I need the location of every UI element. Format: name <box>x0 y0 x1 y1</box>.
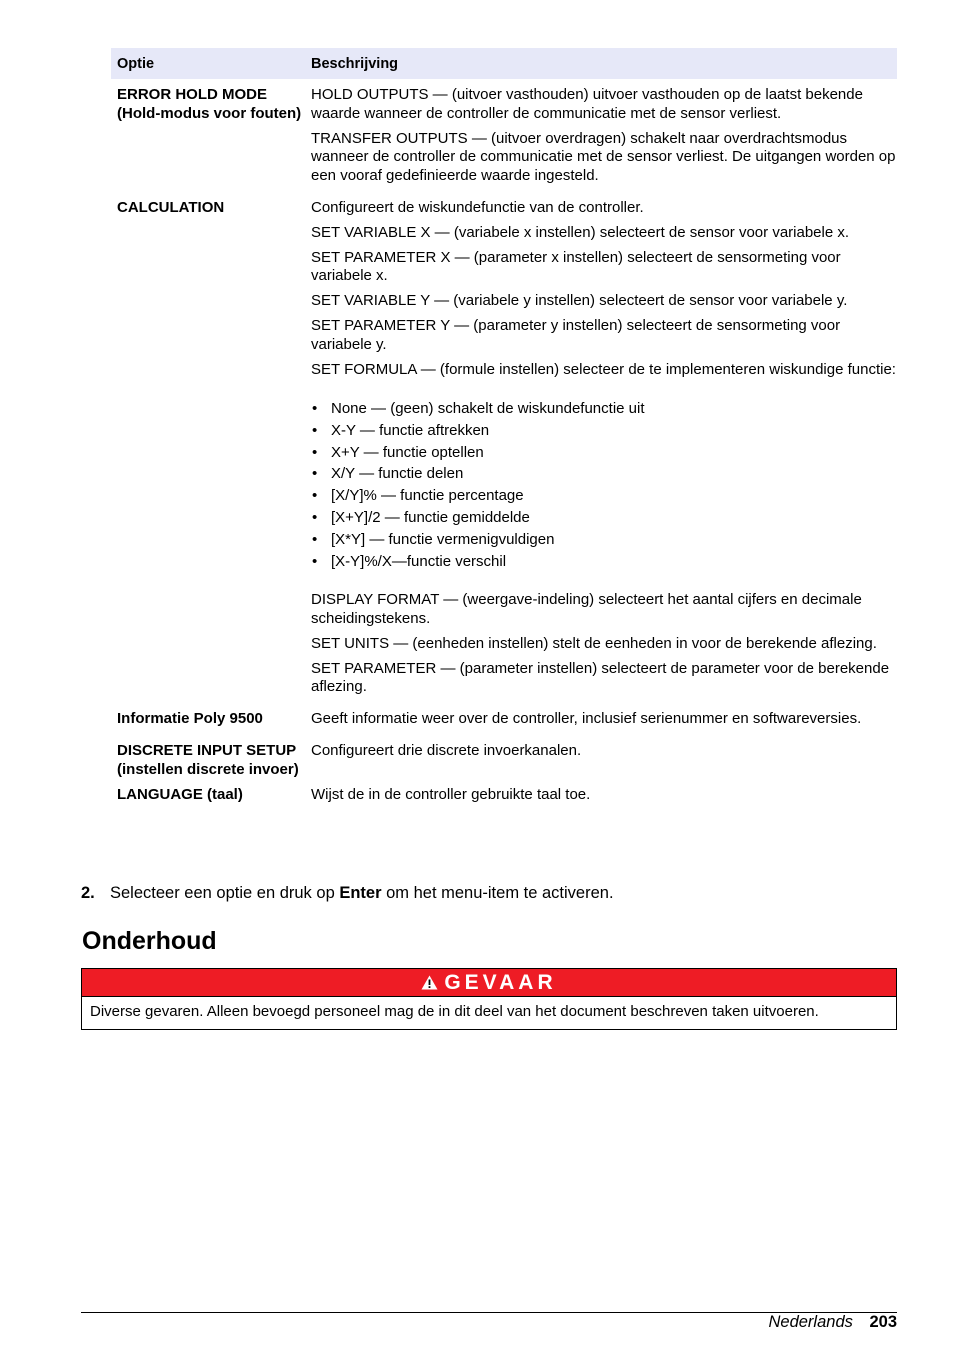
description-paragraph: HOLD OUTPUTS — (uitvoer vasthouden) uitvoer vasthouden op de laatst bekende waarde wanneer de controller de communicatie met de sensor verliest. <box>311 86 863 122</box>
danger-text: Diverse gevaren. Alleen bevoegd personeel mag de in dit deel van het document beschreven taken uitvoeren. <box>90 1003 819 1020</box>
header-description: Beschrijving <box>311 55 399 72</box>
list-item: • [X*Y] — functie vermenigvuldigen <box>311 529 897 551</box>
description-paragraph: DISPLAY FORMAT — (weergave-indeling) selecteert het aantal cijfers en decimale scheidingstekens. <box>311 591 862 627</box>
warning-triangle-icon <box>421 975 438 990</box>
option-description <box>311 710 897 735</box>
description-paragraph: SET VARIABLE X — (variabele x instellen) selecteert de sensor voor variabele x. <box>311 223 850 241</box>
description-paragraph: SET VARIABLE Y — (variabele y instellen) selecteert de sensor voor variabele y. <box>311 292 848 309</box>
option-name: ERROR HOLD MODE (Hold-modus voor fouten) <box>117 86 302 122</box>
table-header <box>111 48 897 79</box>
description-paragraph: SET UNITS — (eenheden instellen) stelt de eenheden in voor de berekende aflezing. <box>311 634 877 652</box>
description-paragraph: Wijst de in de controller gebruikte taal toe. <box>311 786 591 804</box>
page-number: 203 <box>869 1313 897 1331</box>
list-item: • X+Y — functie optellen <box>311 442 897 464</box>
table-row <box>111 710 897 735</box>
table-row <box>111 199 897 704</box>
table-row <box>111 786 897 811</box>
description-paragraph: SET PARAMETER Y — (parameter y instellen) selecteert de sensormeting voor variabele y. <box>311 317 841 353</box>
list-item: • X/Y — functie delen <box>311 463 897 485</box>
step-text <box>110 882 614 904</box>
option-name: CALCULATION <box>117 198 225 216</box>
footer-language: Nederlands <box>768 1313 853 1331</box>
step-text-before: Selecteer een optie en druk op <box>110 884 340 902</box>
description-paragraph: SET PARAMETER — (parameter instellen) selecteert de parameter voor de berekende aflezing. <box>311 659 890 696</box>
list-item: • [X/Y]% — functie percentage <box>311 485 897 507</box>
list-item: • None — (geen) schakelt de wiskundefunctie uit <box>311 398 897 420</box>
danger-label: GEVAAR <box>444 970 557 994</box>
step-number: 2. <box>81 884 95 902</box>
option-name: DISCRETE INPUT SETUP (instellen discrete invoer) <box>117 742 299 778</box>
description-paragraph: SET FORMULA — (formule instellen) selecteer de te implementeren wiskundige functie: <box>311 360 896 378</box>
description-paragraph: TRANSFER OUTPUTS — (uitvoer overdragen) schakelt naar overdrachtsmodus wanneer de controller de communicatie met de sensor verliest. De uitgangen worden op een vooraf gedefinieerde waarde ingesteld. <box>311 129 896 184</box>
list-item: • [X+Y]/2 — functie gemiddelde <box>311 507 897 529</box>
page-footer <box>768 1312 897 1332</box>
header-option: Optie <box>117 55 155 72</box>
list-item: • [X-Y]%/X—functie verschil <box>311 551 897 573</box>
option-name: Informatie Poly 9500 <box>117 710 263 728</box>
danger-notice <box>81 968 897 1030</box>
list-item: • X-Y — functie aftrekken <box>311 420 897 442</box>
option-description <box>311 786 897 811</box>
description-paragraph: Geeft informatie weer over de controller, inclusief serienummer en softwareversies. <box>311 710 862 728</box>
step-text-after: om het menu-item te activeren. <box>381 884 614 902</box>
danger-header <box>82 969 896 997</box>
table-row <box>111 742 897 779</box>
option-description <box>311 742 897 767</box>
description-paragraph: SET PARAMETER X — (parameter x instellen) selecteert de sensormeting voor variabele x. <box>311 248 841 284</box>
description-paragraph: Configureert drie discrete invoerkanalen. <box>311 742 582 760</box>
description-paragraph: Configureert de wiskundefunctie van de controller. <box>311 198 644 216</box>
option-name: LANGUAGE (taal) <box>117 786 243 804</box>
section-title: Onderhoud <box>82 927 217 955</box>
options-table <box>111 48 897 811</box>
option-description <box>311 86 897 192</box>
step-text-bold: Enter <box>339 884 382 902</box>
step-instruction <box>81 882 614 904</box>
formula-list <box>311 398 897 572</box>
table-row <box>111 86 897 192</box>
option-description <box>311 199 897 704</box>
